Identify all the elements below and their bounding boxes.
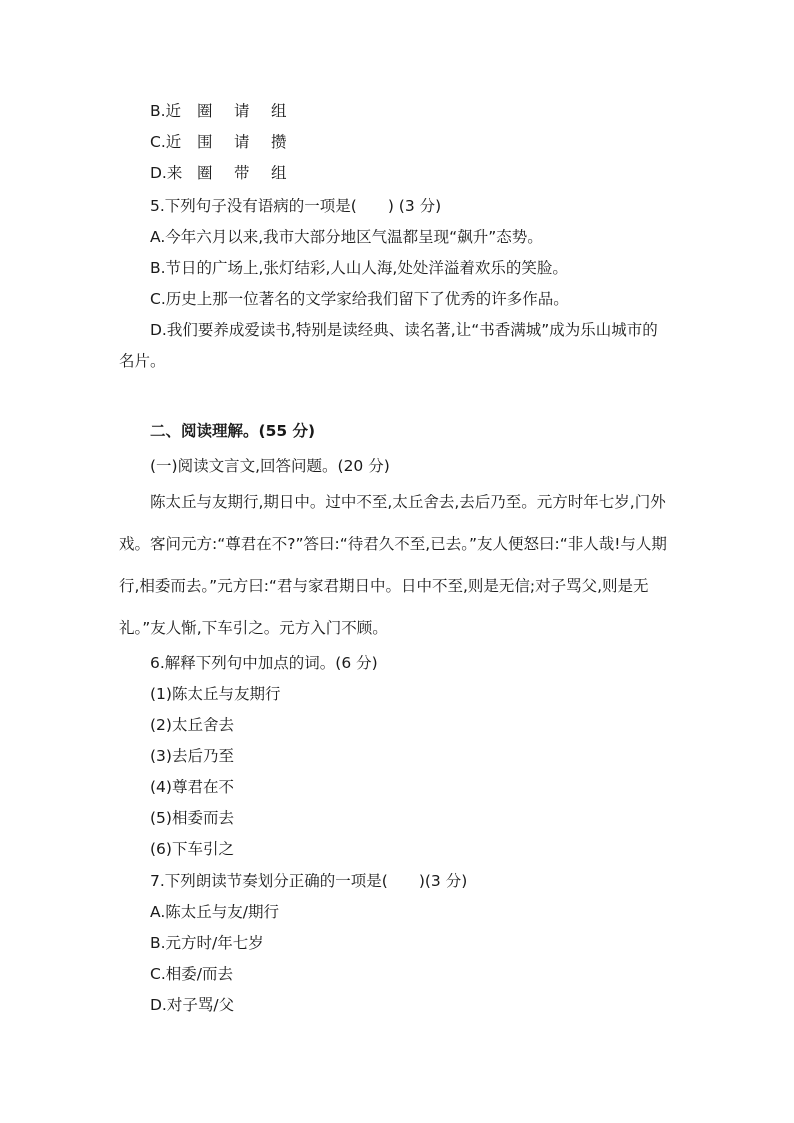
q4-option-b-word4: 组 (271, 102, 287, 120)
q5-option-b: B.节日的广场上,张灯结彩,人山人海,处处洋溢着欢乐的笑脸。 (150, 259, 568, 277)
q4-option-c (150, 131, 287, 153)
section-heading: 二、阅读理解。(55 分) (150, 422, 316, 440)
q6-item: (3)去后乃至 (150, 747, 234, 765)
q4-option-b-word2: 圈 (197, 102, 213, 120)
q4-option-b (150, 100, 287, 122)
q5-stem: 5.下列句子没有语病的一项是( ) (3 分) (150, 197, 442, 215)
passage-line: 行,相委而去。”元方曰:“君与家君期日中。日中不至,则是无信;对子骂父,则是无 (119, 577, 649, 595)
q4-option-c-word1: C.近 (150, 133, 182, 151)
passage-line: 戏。客问元方:“尊君在不?”答曰:“待君久不至,已去。”友人便怒曰:“非人哉!与人期 (119, 535, 667, 553)
q4-option-d-word4: 组 (271, 164, 287, 182)
q4-option-d (150, 162, 287, 184)
q4-option-c-word2: 围 (197, 133, 213, 151)
passage-line: 礼。”友人惭,下车引之。元方入门不顾。 (119, 619, 388, 637)
q4-option-d-word1: D.来 (150, 164, 183, 182)
q6-item: (1)陈太丘与友期行 (150, 685, 281, 703)
passage-line: 陈太丘与友期行,期日中。过中不至,太丘舍去,去后乃至。元方时年七岁,门外 (150, 493, 666, 511)
subsection-heading: (一)阅读文言文,回答问题。(20 分) (150, 457, 390, 475)
q5-option-d-line1: D.我们要养成爱读书,特别是读经典、读名著,让“书香满城”成为乐山城市的 (150, 321, 658, 339)
q6-item: (2)太丘舍去 (150, 716, 234, 734)
q7-option-c: C.相委/而去 (150, 965, 233, 983)
q5-option-a: A.今年六月以来,我市大部分地区气温都呈现“飙升”态势。 (150, 228, 543, 246)
q7-option-a: A.陈太丘与友/期行 (150, 903, 279, 921)
q4-option-d-word2: 圈 (197, 164, 213, 182)
q4-option-c-word4: 攒 (271, 133, 287, 151)
q6-item: (5)相委而去 (150, 809, 234, 827)
q4-option-b-word3: 请 (234, 102, 250, 120)
q4-option-d-word3: 带 (234, 164, 250, 182)
q5-option-c: C.历史上那一位著名的文学家给我们留下了优秀的许多作品。 (150, 290, 569, 308)
q7-option-b: B.元方时/年七岁 (150, 934, 264, 952)
q6-item: (4)尊君在不 (150, 778, 234, 796)
q5-option-d-line2: 名片。 (119, 352, 166, 370)
q7-stem: 7.下列朗读节奏划分正确的一项是( )(3 分) (150, 872, 468, 890)
q4-option-b-word1: B.近 (150, 102, 182, 120)
q6-item: (6)下车引之 (150, 840, 234, 858)
q7-option-d: D.对子骂/父 (150, 996, 235, 1014)
q4-option-c-word3: 请 (234, 133, 250, 151)
q6-stem: 6.解释下列句中加点的词。(6 分) (150, 654, 378, 672)
